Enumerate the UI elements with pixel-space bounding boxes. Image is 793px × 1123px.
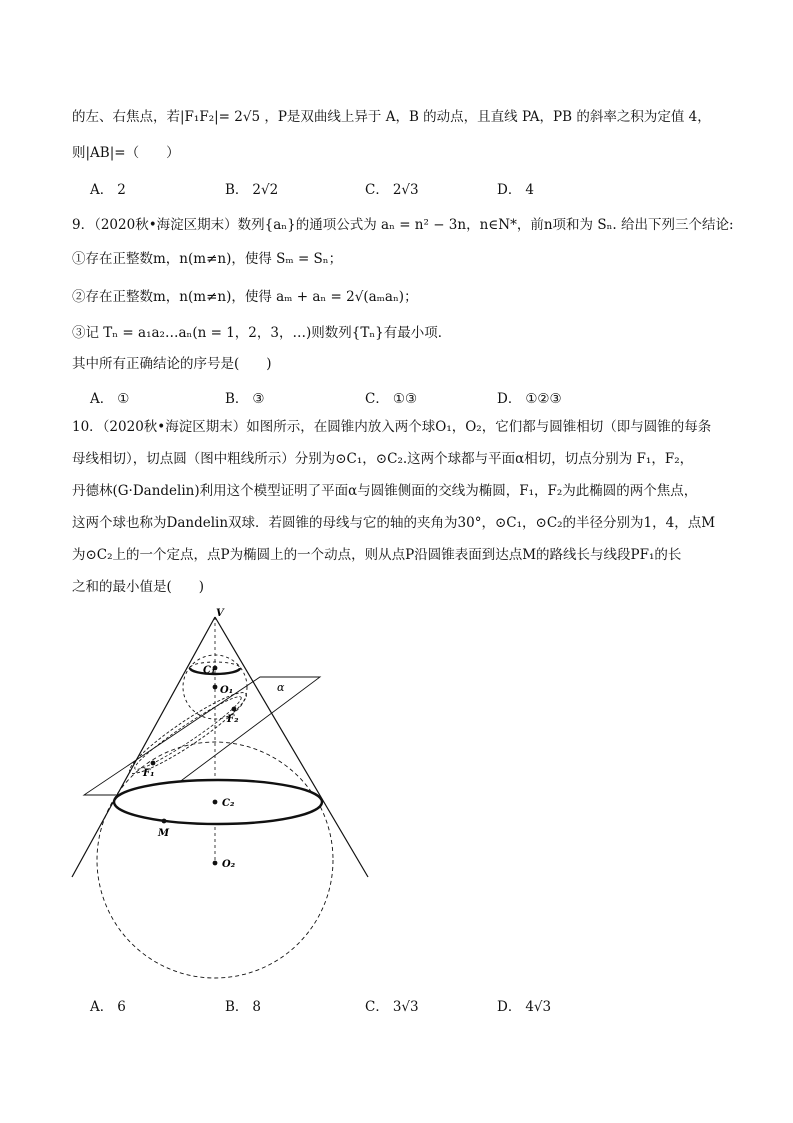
cone-diagram [70, 605, 370, 985]
q8-choice-b: B． 2√2 [225, 182, 279, 198]
point-f1 [151, 761, 156, 766]
q10-choice-c: C． 3√3 [365, 999, 419, 1015]
q10-choice-a: A． 6 [90, 999, 126, 1015]
point-f2 [232, 707, 237, 712]
q10-stem-line-2: 母线相切），切点圆（图中粗线所示）分别为⊙C₁，⊙C₂.这两个球都与平面α相切，切点分别为 F₁，F₂， [72, 451, 694, 467]
sphere-o2 [97, 742, 333, 978]
q9-choice-d: D． ①②③ [497, 391, 562, 407]
q9-ask: 其中所有正确结论的序号是( ) [72, 356, 272, 372]
q8-choice-c: C． 2√3 [365, 182, 419, 198]
label-v: V [216, 608, 224, 619]
label-c2: C₂ [222, 798, 235, 809]
q9-stem: 9．（2020秋•海淀区期末）数列{aₙ}的通项公式为 aₙ = n² − 3n，n∈N*，前n项和为 Sₙ. 给出下列三个结论: [72, 217, 734, 233]
point-c2 [213, 800, 218, 805]
q8-stem-line-2: 则|AB|=（ ） [72, 145, 180, 161]
q9-choice-c: C． ①③ [365, 391, 418, 407]
q10-stem-line-6: 之和的最小值是( ) [72, 579, 205, 595]
label-f2: F₂ [227, 714, 239, 725]
q9-statement-2: ②存在正整数m，n(m≠n)，使得 aₘ + aₙ = 2√(aₘaₙ)； [72, 289, 418, 305]
label-c1: C₁ [203, 665, 216, 676]
label-o1: O₁ [220, 685, 234, 696]
cone-right-generator [215, 617, 368, 877]
q8-stem-line-1: 的左、右焦点，若|F₁F₂|= 2√5 ，P是双曲线上异于 A，B 的动点，且直线 PA，PB 的斜率之积为定值 4， [72, 109, 711, 125]
dandelin-spheres-figure [70, 605, 370, 985]
label-m: M [158, 828, 170, 839]
q8-choice-d: D． 4 [497, 182, 534, 198]
circle-c2 [114, 780, 322, 824]
cone-left-generator [72, 617, 215, 877]
q10-stem-line-5: 为⊙C₂上的一个定点，点P为椭圆上的一个动点，则从点P沿圆锥表面到达点M的路线长与线段PF₁的长 [72, 547, 682, 563]
q9-choice-b: B． ③ [225, 391, 265, 407]
q8-choice-a: A． 2 [90, 182, 126, 198]
point-m [162, 819, 167, 824]
q10-stem-line-4: 这两个球也称为Dandelin双球．若圆锥的母线与它的轴的夹角为30°，⊙C₁，⊙C₂的半径分别为1，4，点M [72, 515, 716, 531]
q9-statement-1: ①存在正整数m，n(m≠n)，使得 Sₘ = Sₙ； [72, 251, 343, 267]
q10-choice-d: D． 4√3 [497, 999, 552, 1015]
label-alpha: α [277, 681, 285, 694]
q10-stem-line-3: 丹德林(G·Dandelin)利用这个模型证明了平面α与圆锥侧面的交线为椭圆，F₁，F₂为此椭圆的两个焦点， [72, 483, 698, 499]
q9-choice-a: A． ① [90, 391, 130, 407]
q9-statement-3: ③记 Tₙ = a₁a₂…aₙ(n = 1，2，3，…)则数列{Tₙ}有最小项． [72, 325, 452, 341]
point-o1 [213, 685, 218, 690]
label-f1: F₁ [143, 768, 155, 779]
point-o2 [213, 861, 218, 866]
q10-stem-line-1: 10．（2020秋•海淀区期末）如图所示，在圆锥内放入两个球O₁，O₂，它们都与圆锥相切（即与圆锥的每条 [72, 419, 712, 435]
q10-choice-b: B． 8 [225, 999, 262, 1015]
label-o2: O₂ [222, 859, 236, 870]
